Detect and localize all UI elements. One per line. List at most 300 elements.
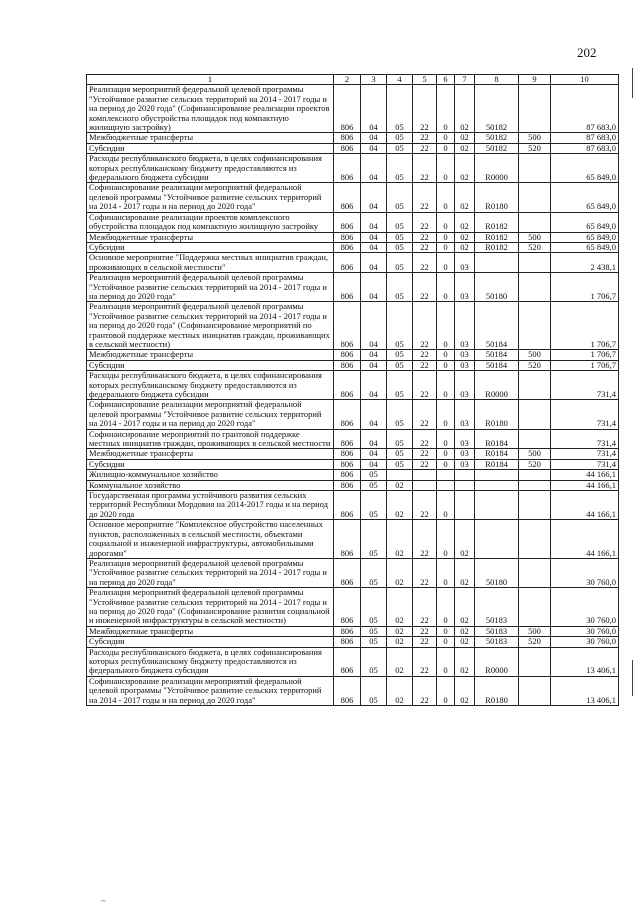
amount-cell: 87 683,0: [551, 85, 619, 133]
direction-code-cell: 50183: [475, 637, 519, 647]
subprogram-code-cell: 0: [437, 212, 455, 232]
expense-type-code-cell: [519, 558, 551, 587]
subsection-code-cell: 02: [387, 637, 413, 647]
direction-code-cell: [475, 480, 519, 490]
direction-code-cell: 50184: [475, 360, 519, 370]
ministry-code-cell: 806: [334, 302, 361, 350]
subsection-code-cell: 05: [387, 212, 413, 232]
subsection-code-cell: 05: [387, 85, 413, 133]
section-code-cell: 05: [361, 480, 387, 490]
amount-cell: 30 760,0: [551, 588, 619, 627]
item-name-cell: Субсидии: [87, 637, 334, 647]
item-name-cell: Софинансирование реализации проектов комплексного обустройства площадок под компактную жилищную застройку: [87, 212, 334, 232]
expense-type-code-cell: [519, 588, 551, 627]
subsection-code-cell: 05: [387, 429, 413, 449]
scan-mark: ~: [101, 896, 106, 906]
expense-type-code-cell: [519, 183, 551, 212]
expense-type-code-cell: [519, 676, 551, 705]
subprogram-code-cell: 0: [437, 133, 455, 143]
header-cell: 8: [475, 75, 519, 85]
table-row: [87, 242, 619, 252]
amount-cell: 731,4: [551, 459, 619, 469]
amount-cell: 1 706,7: [551, 350, 619, 360]
expense-type-code-cell: [519, 371, 551, 400]
ministry-code-cell: 806: [334, 429, 361, 449]
activity-code-cell: [455, 480, 475, 490]
subprogram-code-cell: 0: [437, 558, 455, 587]
direction-code-cell: 50183: [475, 588, 519, 627]
expense-type-code-cell: [519, 480, 551, 490]
direction-code-cell: R0180: [475, 400, 519, 429]
table-row: [87, 350, 619, 360]
table-row: [87, 491, 619, 520]
section-code-cell: 04: [361, 232, 387, 242]
section-code-cell: 04: [361, 459, 387, 469]
direction-code-cell: 50180: [475, 273, 519, 302]
table-row: [87, 470, 619, 480]
table-row: [87, 480, 619, 490]
item-name-cell: Реализация мероприятий федеральной целевой программы "Устойчивое развитие сельских территорий на 2014 - 2017 годы и на период до 2020 года" (Софинансирование развития социальной и инженерной инфраструктуры в сельской местности): [87, 588, 334, 627]
table-row: [87, 647, 619, 676]
ministry-code-cell: 806: [334, 371, 361, 400]
activity-code-cell: 03: [455, 459, 475, 469]
direction-code-cell: [475, 253, 519, 273]
table-row: [87, 520, 619, 559]
item-name-cell: Софинансирование реализации мероприятий федеральной целевой программы "Устойчивое развитие сельских территорий на 2014 - 2017 годы и на период до 2020 года": [87, 183, 334, 212]
ministry-code-cell: 806: [334, 183, 361, 212]
item-name-cell: Жилищно-коммунальное хозяйство: [87, 470, 334, 480]
item-name-cell: Основное мероприятие "Поддержка местных инициатив граждан, проживающих в сельской местности": [87, 253, 334, 273]
subsection-code-cell: 05: [387, 371, 413, 400]
table-row: [87, 183, 619, 212]
expense-type-code-cell: 500: [519, 350, 551, 360]
subsection-code-cell: 02: [387, 647, 413, 676]
section-code-cell: 04: [361, 400, 387, 429]
activity-code-cell: 02: [455, 588, 475, 627]
subprogram-code-cell: 0: [437, 491, 455, 520]
section-code-cell: 04: [361, 371, 387, 400]
table-row: [87, 449, 619, 459]
ministry-code-cell: 806: [334, 360, 361, 370]
activity-code-cell: 02: [455, 183, 475, 212]
page-number: 202: [577, 45, 597, 60]
expense-type-code-cell: [519, 400, 551, 429]
table-body: [87, 75, 619, 706]
program-code-cell: 22: [413, 371, 437, 400]
direction-code-cell: 50182: [475, 133, 519, 143]
amount-cell: 1 706,7: [551, 302, 619, 350]
program-code-cell: 22: [413, 350, 437, 360]
amount-cell: 1 706,7: [551, 360, 619, 370]
activity-code-cell: 03: [455, 400, 475, 429]
program-code-cell: 22: [413, 360, 437, 370]
program-code-cell: 22: [413, 154, 437, 183]
amount-cell: 44 166,1: [551, 520, 619, 559]
program-code-cell: 22: [413, 85, 437, 133]
program-code-cell: 22: [413, 273, 437, 302]
program-code-cell: 22: [413, 637, 437, 647]
subsection-code-cell: 05: [387, 400, 413, 429]
program-code-cell: 22: [413, 212, 437, 232]
table-row: [87, 558, 619, 587]
program-code-cell: 22: [413, 242, 437, 252]
item-name-cell: Софинансирование реализации мероприятий федеральной целевой программы "Устойчивое развитие сельских территорий на 2014 - 2017 годы и на период до 2020 года": [87, 676, 334, 705]
activity-code-cell: 03: [455, 350, 475, 360]
subsection-code-cell: 02: [387, 491, 413, 520]
subprogram-code-cell: 0: [437, 400, 455, 429]
direction-code-cell: 50182: [475, 85, 519, 133]
program-code-cell: 22: [413, 302, 437, 350]
amount-cell: 44 166,1: [551, 480, 619, 490]
item-name-cell: Реализация мероприятий федеральной целевой программы "Устойчивое развитие сельских территорий на 2014 - 2017 годы и на период до 2020 года": [87, 273, 334, 302]
ministry-code-cell: 806: [334, 491, 361, 520]
table-row: [87, 302, 619, 350]
ministry-code-cell: 806: [334, 85, 361, 133]
header-cell: 3: [361, 75, 387, 85]
header-row: [87, 75, 619, 85]
item-name-cell: Межбюджетные трансферты: [87, 232, 334, 242]
ministry-code-cell: 806: [334, 449, 361, 459]
direction-code-cell: [475, 520, 519, 559]
subprogram-code-cell: 0: [437, 143, 455, 153]
amount-cell: 1 706,7: [551, 273, 619, 302]
expense-type-code-cell: [519, 85, 551, 133]
subsection-code-cell: 05: [387, 232, 413, 242]
direction-code-cell: R0184: [475, 459, 519, 469]
ministry-code-cell: 806: [334, 242, 361, 252]
section-code-cell: 04: [361, 429, 387, 449]
expense-type-code-cell: [519, 647, 551, 676]
direction-code-cell: R0000: [475, 154, 519, 183]
subprogram-code-cell: 0: [437, 183, 455, 212]
ministry-code-cell: 806: [334, 400, 361, 429]
table-row: [87, 273, 619, 302]
amount-cell: 2 438,1: [551, 253, 619, 273]
section-code-cell: 05: [361, 647, 387, 676]
direction-code-cell: R0182: [475, 232, 519, 242]
section-code-cell: 05: [361, 676, 387, 705]
subsection-code-cell: 02: [387, 588, 413, 627]
expense-type-code-cell: 500: [519, 133, 551, 143]
subprogram-code-cell: 0: [437, 350, 455, 360]
ministry-code-cell: 806: [334, 558, 361, 587]
subsection-code-cell: 02: [387, 520, 413, 559]
section-code-cell: 04: [361, 449, 387, 459]
ministry-code-cell: 806: [334, 253, 361, 273]
section-code-cell: 04: [361, 143, 387, 153]
subprogram-code-cell: 0: [437, 232, 455, 242]
expense-type-code-cell: [519, 429, 551, 449]
amount-cell: 30 760,0: [551, 637, 619, 647]
ministry-code-cell: 806: [334, 232, 361, 242]
program-code-cell: 22: [413, 143, 437, 153]
expense-type-code-cell: 520: [519, 637, 551, 647]
header-cell: 1: [87, 75, 334, 85]
expense-type-code-cell: 520: [519, 143, 551, 153]
section-code-cell: 05: [361, 470, 387, 480]
expense-type-code-cell: [519, 212, 551, 232]
item-name-cell: Субсидии: [87, 459, 334, 469]
activity-code-cell: 02: [455, 154, 475, 183]
ministry-code-cell: 806: [334, 470, 361, 480]
program-code-cell: 22: [413, 647, 437, 676]
activity-code-cell: 02: [455, 85, 475, 133]
item-name-cell: Расходы республиканского бюджета, в целях софинансирования которых республиканскому бюджету предоставляются из федерального бюджета субсидии: [87, 371, 334, 400]
program-code-cell: 22: [413, 491, 437, 520]
activity-code-cell: 02: [455, 133, 475, 143]
subsection-code-cell: 05: [387, 242, 413, 252]
header-cell: 4: [387, 75, 413, 85]
item-name-cell: Межбюджетные трансферты: [87, 133, 334, 143]
subprogram-code-cell: [437, 480, 455, 490]
item-name-cell: Субсидии: [87, 242, 334, 252]
section-code-cell: 05: [361, 491, 387, 520]
table-row: [87, 588, 619, 627]
ministry-code-cell: 806: [334, 626, 361, 636]
ministry-code-cell: 806: [334, 520, 361, 559]
budget-table: [86, 74, 619, 706]
section-code-cell: 04: [361, 85, 387, 133]
expense-type-code-cell: 520: [519, 242, 551, 252]
program-code-cell: 22: [413, 449, 437, 459]
direction-code-cell: 50184: [475, 350, 519, 360]
amount-cell: 87 683,0: [551, 133, 619, 143]
subprogram-code-cell: 0: [437, 449, 455, 459]
subprogram-code-cell: 0: [437, 637, 455, 647]
subsection-code-cell: 02: [387, 676, 413, 705]
subsection-code-cell: 05: [387, 459, 413, 469]
subsection-code-cell: 05: [387, 350, 413, 360]
table-row: [87, 360, 619, 370]
direction-code-cell: R0000: [475, 647, 519, 676]
table-row: [87, 85, 619, 133]
subsection-code-cell: 05: [387, 133, 413, 143]
direction-code-cell: R0184: [475, 449, 519, 459]
item-name-cell: Субсидии: [87, 360, 334, 370]
ministry-code-cell: 806: [334, 133, 361, 143]
direction-code-cell: 50180: [475, 558, 519, 587]
subprogram-code-cell: 0: [437, 154, 455, 183]
table-row: [87, 429, 619, 449]
expense-type-code-cell: 500: [519, 449, 551, 459]
subprogram-code-cell: 0: [437, 273, 455, 302]
subprogram-code-cell: 0: [437, 626, 455, 636]
amount-cell: 87 683,0: [551, 143, 619, 153]
header-cell: 5: [413, 75, 437, 85]
program-code-cell: 22: [413, 459, 437, 469]
item-name-cell: Межбюджетные трансферты: [87, 350, 334, 360]
table-row: [87, 371, 619, 400]
item-name-cell: Реализация мероприятий федеральной целевой программы "Устойчивое развитие сельских территорий на 2014 - 2017 годы и на период до 2020 года": [87, 558, 334, 587]
table-row: [87, 232, 619, 242]
subsection-code-cell: [387, 470, 413, 480]
margin-mark: [632, 68, 633, 98]
activity-code-cell: 02: [455, 242, 475, 252]
amount-cell: 65 849,0: [551, 212, 619, 232]
header-cell: 9: [519, 75, 551, 85]
activity-code-cell: 03: [455, 449, 475, 459]
activity-code-cell: 03: [455, 253, 475, 273]
subsection-code-cell: 05: [387, 449, 413, 459]
section-code-cell: 05: [361, 558, 387, 587]
amount-cell: 30 760,0: [551, 558, 619, 587]
ministry-code-cell: 806: [334, 273, 361, 302]
activity-code-cell: 03: [455, 273, 475, 302]
subprogram-code-cell: 0: [437, 85, 455, 133]
section-code-cell: 05: [361, 520, 387, 559]
item-name-cell: Межбюджетные трансферты: [87, 626, 334, 636]
table-row: [87, 400, 619, 429]
activity-code-cell: 03: [455, 429, 475, 449]
program-code-cell: 22: [413, 133, 437, 143]
subprogram-code-cell: 0: [437, 253, 455, 273]
subsection-code-cell: 05: [387, 302, 413, 350]
subsection-code-cell: 05: [387, 253, 413, 273]
ministry-code-cell: 806: [334, 459, 361, 469]
expense-type-code-cell: [519, 491, 551, 520]
amount-cell: 13 406,1: [551, 676, 619, 705]
amount-cell: 731,4: [551, 449, 619, 459]
amount-cell: 13 406,1: [551, 647, 619, 676]
subsection-code-cell: 05: [387, 154, 413, 183]
direction-code-cell: R0184: [475, 429, 519, 449]
ministry-code-cell: 806: [334, 212, 361, 232]
activity-code-cell: 02: [455, 676, 475, 705]
program-code-cell: 22: [413, 183, 437, 212]
item-name-cell: Расходы республиканского бюджета, в целях софинансирования которых республиканскому бюджету предоставляются из федерального бюджета субсидии: [87, 647, 334, 676]
table-row: [87, 637, 619, 647]
section-code-cell: 04: [361, 253, 387, 273]
subprogram-code-cell: 0: [437, 429, 455, 449]
program-code-cell: 22: [413, 588, 437, 627]
activity-code-cell: 02: [455, 520, 475, 559]
amount-cell: 65 849,0: [551, 232, 619, 242]
subprogram-code-cell: 0: [437, 242, 455, 252]
program-code-cell: 22: [413, 253, 437, 273]
activity-code-cell: 02: [455, 647, 475, 676]
subsection-code-cell: 02: [387, 480, 413, 490]
amount-cell: 65 849,0: [551, 242, 619, 252]
amount-cell: 44 166,1: [551, 470, 619, 480]
table-row: [87, 626, 619, 636]
section-code-cell: 04: [361, 360, 387, 370]
ministry-code-cell: 806: [334, 676, 361, 705]
header-cell: 6: [437, 75, 455, 85]
item-name-cell: Расходы республиканского бюджета, в целях софинансирования которых республиканскому бюджету предоставляются из федерального бюджета субсидии: [87, 154, 334, 183]
amount-cell: 30 760,0: [551, 626, 619, 636]
subsection-code-cell: 05: [387, 183, 413, 212]
program-code-cell: 22: [413, 520, 437, 559]
section-code-cell: 04: [361, 154, 387, 183]
section-code-cell: 04: [361, 302, 387, 350]
item-name-cell: Государственная программа устойчивого развития сельских территорий Республики Мордовия на 2014-2017 годы и на период до 2020 года: [87, 491, 334, 520]
direction-code-cell: R0180: [475, 183, 519, 212]
ministry-code-cell: 806: [334, 143, 361, 153]
expense-type-code-cell: [519, 302, 551, 350]
direction-code-cell: [475, 470, 519, 480]
expense-type-code-cell: [519, 520, 551, 559]
expense-type-code-cell: [519, 470, 551, 480]
expense-type-code-cell: [519, 273, 551, 302]
item-name-cell: Субсидии: [87, 143, 334, 153]
section-code-cell: 04: [361, 183, 387, 212]
section-code-cell: 05: [361, 637, 387, 647]
activity-code-cell: 02: [455, 212, 475, 232]
expense-type-code-cell: 500: [519, 232, 551, 242]
direction-code-cell: R0182: [475, 242, 519, 252]
ministry-code-cell: 806: [334, 480, 361, 490]
activity-code-cell: 02: [455, 143, 475, 153]
section-code-cell: 04: [361, 273, 387, 302]
activity-code-cell: 03: [455, 360, 475, 370]
item-name-cell: Межбюджетные трансферты: [87, 449, 334, 459]
subprogram-code-cell: 0: [437, 520, 455, 559]
program-code-cell: [413, 480, 437, 490]
section-code-cell: 04: [361, 133, 387, 143]
subprogram-code-cell: 0: [437, 588, 455, 627]
program-code-cell: 22: [413, 676, 437, 705]
subprogram-code-cell: 0: [437, 647, 455, 676]
direction-code-cell: R0180: [475, 676, 519, 705]
item-name-cell: Коммунальное хозяйство: [87, 480, 334, 490]
program-code-cell: 22: [413, 626, 437, 636]
section-code-cell: 04: [361, 212, 387, 232]
direction-code-cell: 50182: [475, 143, 519, 153]
table-row: [87, 253, 619, 273]
program-code-cell: 22: [413, 400, 437, 429]
activity-code-cell: 03: [455, 302, 475, 350]
activity-code-cell: 02: [455, 637, 475, 647]
amount-cell: 65 849,0: [551, 183, 619, 212]
table-row: [87, 459, 619, 469]
section-code-cell: 05: [361, 626, 387, 636]
table-row: [87, 154, 619, 183]
direction-code-cell: 50184: [475, 302, 519, 350]
expense-type-code-cell: 520: [519, 459, 551, 469]
subprogram-code-cell: 0: [437, 371, 455, 400]
subsection-code-cell: 05: [387, 360, 413, 370]
item-name-cell: Реализация мероприятий федеральной целевой программы "Устойчивое развитие сельских территорий на 2014 - 2017 годы и на период до 2020 года" (Софинансирование реализации проектов комплексного обустройства площадок под компактную жилищную застройку): [87, 85, 334, 133]
amount-cell: 65 849,0: [551, 154, 619, 183]
subsection-code-cell: 05: [387, 143, 413, 153]
program-code-cell: 22: [413, 429, 437, 449]
amount-cell: 731,4: [551, 429, 619, 449]
subprogram-code-cell: 0: [437, 302, 455, 350]
table-row: [87, 212, 619, 232]
expense-type-code-cell: 520: [519, 360, 551, 370]
activity-code-cell: 03: [455, 371, 475, 400]
subprogram-code-cell: 0: [437, 360, 455, 370]
item-name-cell: Софинансирование реализации мероприятий федеральной целевой программы "Устойчивое развитие сельских территорий на 2014 - 2017 годы и на период до 2020 года": [87, 400, 334, 429]
program-code-cell: 22: [413, 558, 437, 587]
header-cell: 2: [334, 75, 361, 85]
margin-mark: [632, 660, 633, 696]
ministry-code-cell: 806: [334, 350, 361, 360]
direction-code-cell: [475, 491, 519, 520]
amount-cell: 44 166,1: [551, 491, 619, 520]
direction-code-cell: R0000: [475, 371, 519, 400]
direction-code-cell: 50183: [475, 626, 519, 636]
subsection-code-cell: 02: [387, 626, 413, 636]
table-row: [87, 676, 619, 705]
subsection-code-cell: 02: [387, 558, 413, 587]
amount-cell: 731,4: [551, 400, 619, 429]
activity-code-cell: 02: [455, 558, 475, 587]
expense-type-code-cell: [519, 253, 551, 273]
expense-type-code-cell: [519, 154, 551, 183]
table-row: [87, 143, 619, 153]
activity-code-cell: [455, 491, 475, 520]
